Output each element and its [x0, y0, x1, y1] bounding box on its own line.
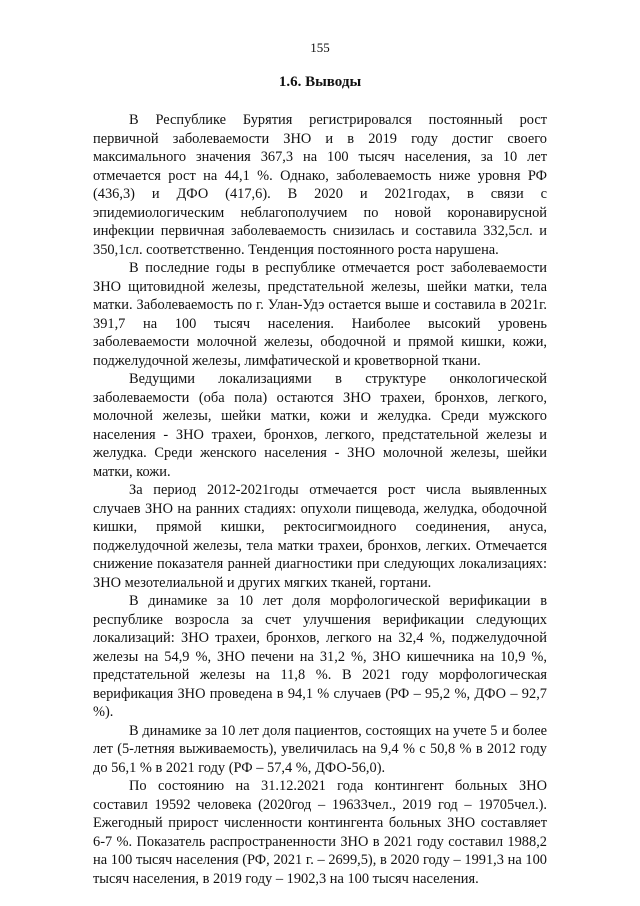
section-title: 1.6. Выводы: [278, 74, 362, 90]
paragraph-leading-sites: Ведущими локализациями в структуре онкологической заболеваемости (оба пола) остаются ЗНО трахеи, бронхов, легкого, молочной железы, шейки матки, кожи и желудка. Среди мужского населения - ЗНО трахеи, бронхов, легкого, предстательной железы и желудка. Среди женского населения - ЗНО молочной железы, шейки матки, кожи.: [93, 371, 547, 480]
paragraph-recent-trends: В последние годы в республике отмечается рост заболеваемости ЗНО щитовидной железы, предстательной железы, шейки матки, тела матки. Заболеваемость по г. Улан-Удэ остается выше и составила в 2021г. 391,7 на 100 тысяч населения. Наиболее высокий уровень заболеваемости молочной железы, ободочной и прямой кишки, кожи, поджелудочной железы, лимфатической и кроветворной ткани.: [93, 260, 547, 369]
body-text: [93, 111, 547, 888]
paragraph-incidence-growth: В Республике Бурятия регистрировался постоянный рост первичной заболеваемости ЗНО и в 2019 году достиг своего максимального значения 367,3 на 100 тысяч населения, за 10 лет отмечается рост на 44,1 %. Однако, заболеваемость ниже уровня РФ (436,3) и ДФО (417,6). В 2020 и 2021годах, в связи с эпидемиологическим неблагополучием по новой коронавирусной инфекции первичная заболеваемость снизилась и составила 332,5сл. и 350,1сл. соответственно. Тенденция постоянного роста нарушена.: [93, 112, 547, 258]
paragraph-five-year-survival: В динамике за 10 лет доля пациентов, состоящих на учете 5 и более лет (5-летняя выживаемость), увеличилась на 9,4 % с 50,8 % в 2012 году до 56,1 % в 2021 году (РФ – 57,4 %, ДФО-56,0).: [93, 722, 547, 776]
paragraph-patient-contingent: По состоянию на 31.12.2021 года контингент больных ЗНО составил 19592 человека (2020год – 19633чел., 2019 год – 19705чел.). Ежегодный прирост численности контингента больных ЗНО составляет 6-7 %. Показатель распространенности ЗНО в 2021 году составил 1988,2 на 100 тысяч населения (РФ, 2021 г. – 2699,5), в 2020 году – 1991,3 на 100 тысяч населения, в 2019 году – 1902,3 на 100 тысяч населения.: [93, 778, 547, 887]
page-number: 155: [310, 40, 330, 55]
paragraph-early-detection: За период 2012-2021годы отмечается рост числа выявленных случаев ЗНО на ранних стадиях: опухоли пищевода, желудка, ободочной кишки, прямой кишки, ректосигмоидного соединения, ануса, поджелудочной железы, тела матки трахеи, бронхов, легких. Отмечается снижение показателя ранней диагностики при следующих локализациях: ЗНО мезотелиальной и других мягких тканей, гортани.: [93, 482, 547, 591]
paragraph-morphological-verification: В динамике за 10 лет доля морфологической верификации в республике возросла за счет улучшения верификации следующих локализаций: ЗНО трахеи, бронхов, легкого на 32,4 %, поджелудочной железы на 54,9 %, ЗНО печени на 31,2 %, ЗНО кишечника на 10,9 %, предстательной железы на 11,8 %. В 2021 году морфологическая верификация ЗНО проведена в 94,1 % случаев (РФ – 95,2 %, ДФО – 92,7 %).: [93, 593, 547, 720]
